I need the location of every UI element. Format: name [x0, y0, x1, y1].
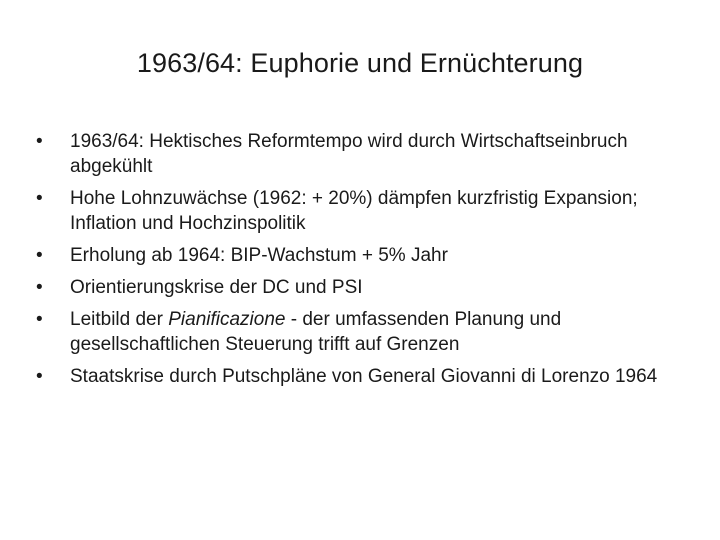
- bullet-item: [36, 275, 676, 300]
- slide-title: 1963/64: Euphorie und Ernüchterung: [136, 48, 584, 78]
- bullet-text: Staatskrise durch Putschpläne von General Giovanni di Lorenzo 1964: [70, 366, 658, 387]
- bullet-marker: •: [36, 188, 43, 209]
- bullet-text-after: - der umfassenden Planung und gesellschaftlichen Steuerung trifft auf Grenzen: [70, 309, 562, 355]
- bullet-item: [36, 129, 676, 179]
- bullet-text-before: Leitbild der: [70, 309, 169, 330]
- bullet-item: [36, 186, 676, 236]
- bullet-text: 1963/64: Hektisches Reformtempo wird durch Wirtschaftseinbruch abgekühlt: [70, 131, 628, 177]
- bullet-marker: •: [36, 277, 43, 298]
- bullet-marker: •: [36, 309, 43, 330]
- bullet-list: [36, 129, 676, 396]
- bullet-item: [36, 364, 676, 389]
- bullet-marker: •: [36, 245, 43, 266]
- bullet-text-italic: Pianificazione: [168, 309, 286, 330]
- bullet-item: [36, 243, 676, 268]
- bullet-marker: •: [36, 366, 43, 387]
- bullet-text: Erholung ab 1964: BIP-Wachstum + 5% Jahr: [70, 245, 448, 266]
- bullet-marker: •: [36, 131, 43, 152]
- bullet-item: [36, 307, 676, 357]
- bullet-text: Orientierungskrise der DC und PSI: [70, 277, 363, 298]
- bullet-text: Hohe Lohnzuwächse (1962: + 20%) dämpfen kurzfristig Expansion; Inflation und Hochzinspolitik: [70, 188, 638, 234]
